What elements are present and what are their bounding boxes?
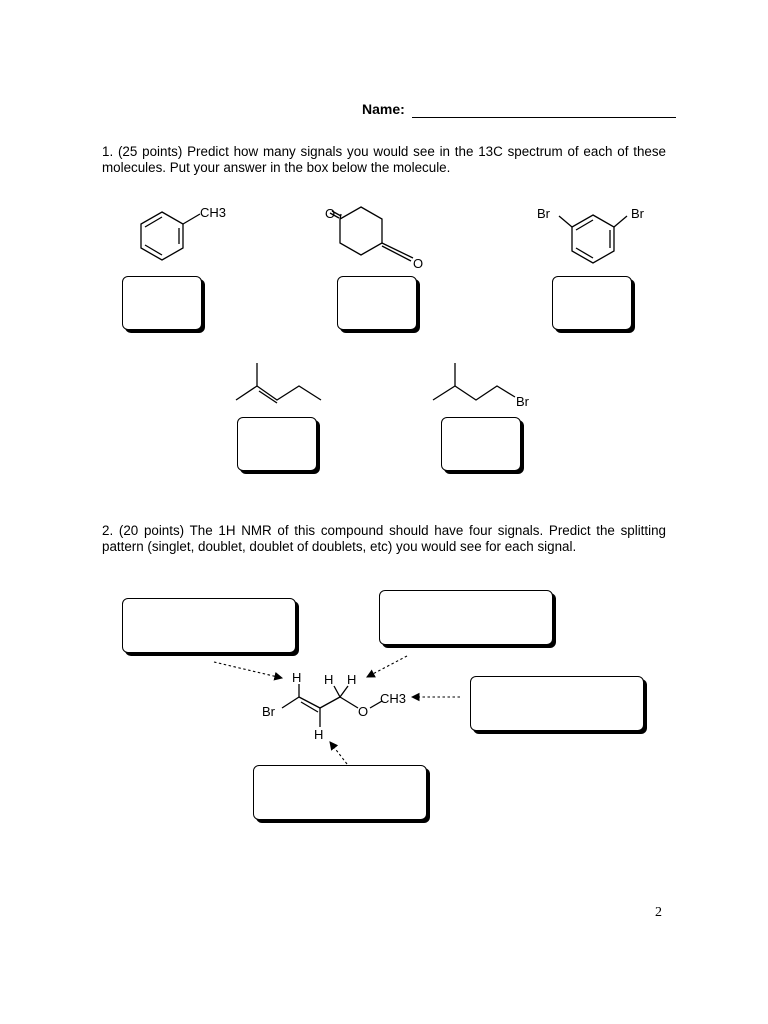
question-2-text: 2. (20 points) The 1H NMR of this compound should have four signals. Predict the splitting pattern (singlet, doublet, doublet of doublets, etc) you would see for each signal. xyxy=(102,523,666,554)
name-label: Name: xyxy=(362,101,405,117)
oxygen-label: O xyxy=(358,704,369,719)
hydrogen-label-1: H xyxy=(292,670,302,685)
bromine-label: Br xyxy=(262,704,275,719)
ch3-label: CH3 xyxy=(200,205,227,220)
methyl-label: CH3 xyxy=(380,691,407,706)
oxygen-label-2: O xyxy=(413,256,424,271)
page-number: 2 xyxy=(655,905,662,920)
bromine-label-2: Br xyxy=(631,206,644,221)
oxygen-label-1: O xyxy=(325,206,336,221)
question-1-text: 1. (25 points) Predict how many signals you would see in the 13C spectrum of each of these molecules. Put your answer in the box below the molecule. xyxy=(102,144,666,175)
bromine-label-1: Br xyxy=(537,206,550,221)
hydrogen-label-4: H xyxy=(314,727,324,742)
bromine-label-3: Br xyxy=(516,394,529,409)
hydrogen-label-2: H xyxy=(324,672,334,687)
hydrogen-label-3: H xyxy=(347,672,357,687)
